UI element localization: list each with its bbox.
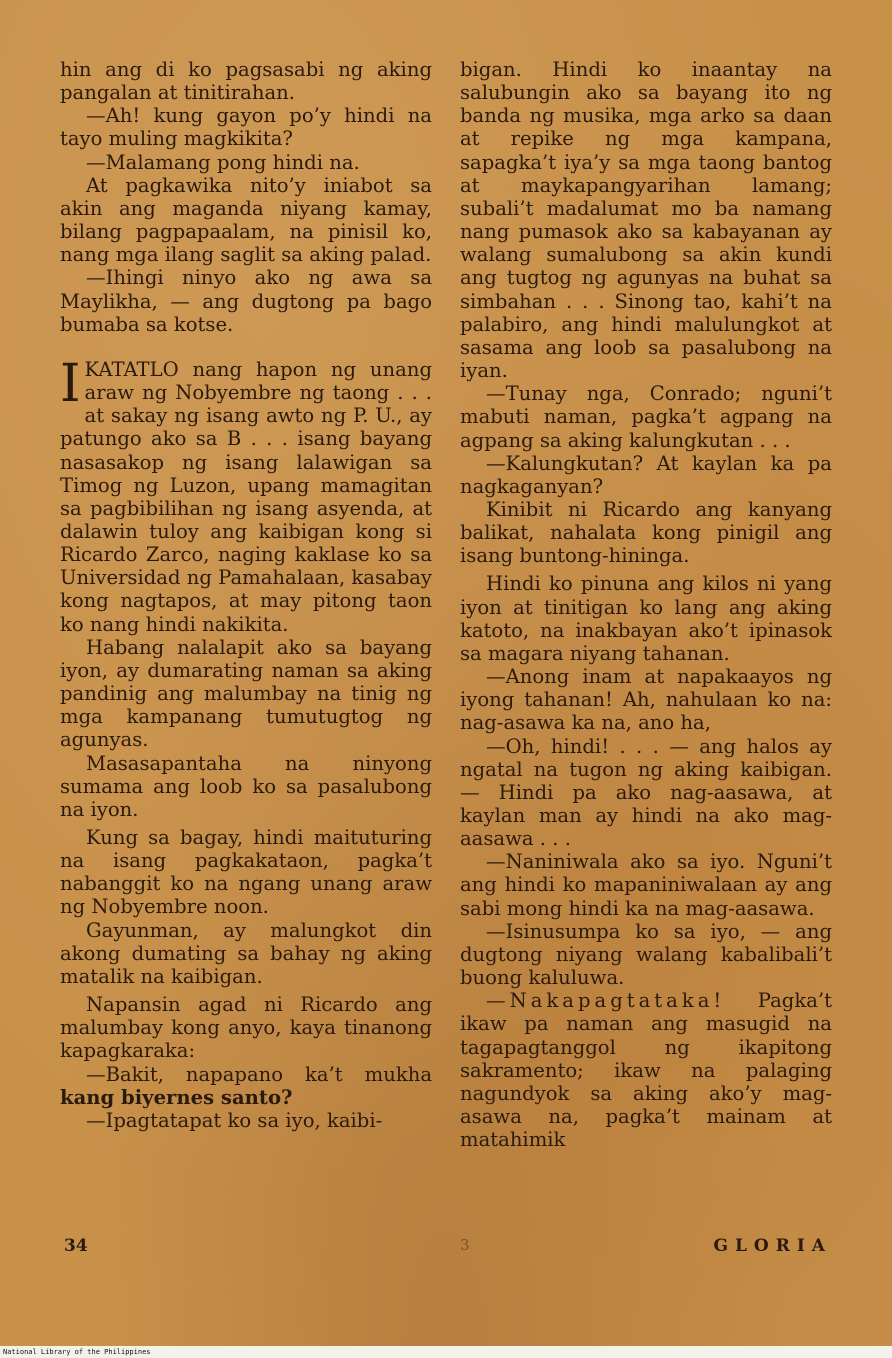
page-number: 34 <box>64 1236 88 1256</box>
page-footer <box>60 1236 832 1260</box>
paragraph: Kung sa bagay, hindi maituturing na isang pagkakataon, pagka’t nabanggit ko na ngang unang araw ng Nobyembre noon. <box>60 826 432 919</box>
paragraph: —Isinusumpa ko sa iyo, — ang dugtong niyang walang kabalibali’t buong kaluluwa. <box>460 919 832 990</box>
bold-phrase: kang biyernes santo? <box>60 1085 293 1109</box>
emphasized-exclamation: —Nakapagtataka! <box>486 989 726 1013</box>
dialogue-text: —Bakit, napapano ka’t mukha <box>86 1062 432 1086</box>
right-column <box>460 58 832 1151</box>
paragraph: —Ipagtatapat ko sa iyo, kaibi- <box>86 1108 383 1132</box>
paragraph: At pagkawika nito’y iniabot sa akin ang maganda niyang kamay, bilang pagpapaalam, na pinisil ko, nang mga ilang saglit sa aking palad. <box>60 173 432 267</box>
paragraph: Kinibit ni Ricardo ang kanyang balikat, nahalata kong pinigil ang isang buntong-hininga. <box>460 497 832 568</box>
dialogue-text: Pagka’t ikaw pa naman ang masugid na tagapagtanggol ng ikapitong sakramento; ikaw na palaging nagu <box>460 989 832 1105</box>
paragraph: —Ah! kung gayon po’y hindi na tayo muling magkikita? <box>60 104 432 151</box>
paragraph: Masasapantaha na ninyong sumama ang loob ko sa pasalubong na iyon. <box>60 751 432 821</box>
library-credit-strip <box>0 1346 892 1358</box>
dialogue-text-end: ndyok sa aking ako’y mag-asawa na, pagka’t mainam at matahimik <box>460 1081 832 1152</box>
paragraph: bigan. Hindi ko inaantay na salubungin ako sa bayang ito ng banda ng musika, mga arko sa daan at repike ng mga kampana, sapagka’t iya’y sa mga taong bantog at maykapangyarihan lamang; subali’t madalumat mo ba namang nang pumasok ako sa kabayanan ay walang sumalubong sa akin kundi ang tugtog ng agunyas na buhat sa simbahan . . . Sinong tao, kahi’t na palabiro, ang hindi malulungkot at sasama ang loob sa pasalubong na iyan. <box>460 58 832 383</box>
left-column <box>60 58 432 1132</box>
magazine-title: GLORIA <box>713 1236 832 1256</box>
drop-cap: I <box>60 353 81 414</box>
paragraph: —Naniniwala ako sa iyo. Nguni’t ang hindi ko mapaniniwalaan ay ang sabi mong hindi ka na mag-aasawa. <box>460 850 832 920</box>
paragraph: Habang nalalapit ako sa bayang iyon, ay dumarating naman sa aking pandinig ang malumbay na tinig ng mga kampanang tumutugtog ng agunyas. <box>60 635 432 752</box>
library-credit: National Library of the Philippines <box>3 1348 151 1356</box>
paragraph: —Anong inam at napakaayos ng iyong tahanan! Ah, nahulaan ko na: nag-asawa ka na, ano ha, <box>460 665 832 735</box>
paragraph: Napansin agad ni Ricardo ang malumbay kong anyo, kaya tinanong kapagkaraka: <box>60 993 432 1063</box>
paragraph: hin ang di ko pagsasabi ng aking pangalan at tinitirahan. <box>60 58 432 105</box>
paragraph: —Kalungkutan? At kaylan ka pa nagkaganyan? <box>460 451 832 498</box>
paragraph <box>460 989 832 1151</box>
section-opening-text: KATATLO nang hapon ng unang araw ng Nobyembre ng taong . . . at sakay ng isang awto ng P. U., ay patungo ako sa B . . . isang bayang nasasakop ng isang lalawigan sa Timog ng Luzon, upang mamagitan sa pagbibilihan ng isang asyenda, at dalawin tuloy ang kaibigan kong si Ricardo Zarco, naging kaklase ko sa Universidad ng Pamahalaan, kasabay kong nagtapos, at may pitong taon ko nang hindi nakikita. <box>60 357 432 636</box>
paragraph: —Oh, hindi! . . . — ang halos ay ngatal na tugon ng aking kaibigan. — Hindi pa ako nag-aasawa, at kaylan man ay hindi na ako mag-aasawa . . . <box>460 734 832 851</box>
paragraph <box>60 1063 432 1109</box>
paragraph: —Ihingi ninyo ako ng awa sa Maylikha, — ang dugtong pa bago bumaba sa kotse. <box>60 266 432 336</box>
paragraph: —Tunay nga, Conrado; nguni’t mabuti naman, pagka’t agpang na agpang sa aking kalungkutan . . . <box>460 382 832 452</box>
paragraph: Hindi ko pinuna ang kilos ni yang iyon at tinitigan ko lang ang aking katoto, na inakbayan ako’t ipinasok sa magara niyang tahanan. <box>460 572 832 665</box>
section-opening-paragraph <box>60 353 432 636</box>
paragraph: —Malamang pong hindi na. <box>86 150 360 174</box>
footer-mark: 3 <box>460 1236 470 1254</box>
paragraph: Gayunman, ay malungkot din akong dumating sa bahay ng aking matalik na kaibigan. <box>60 918 432 988</box>
